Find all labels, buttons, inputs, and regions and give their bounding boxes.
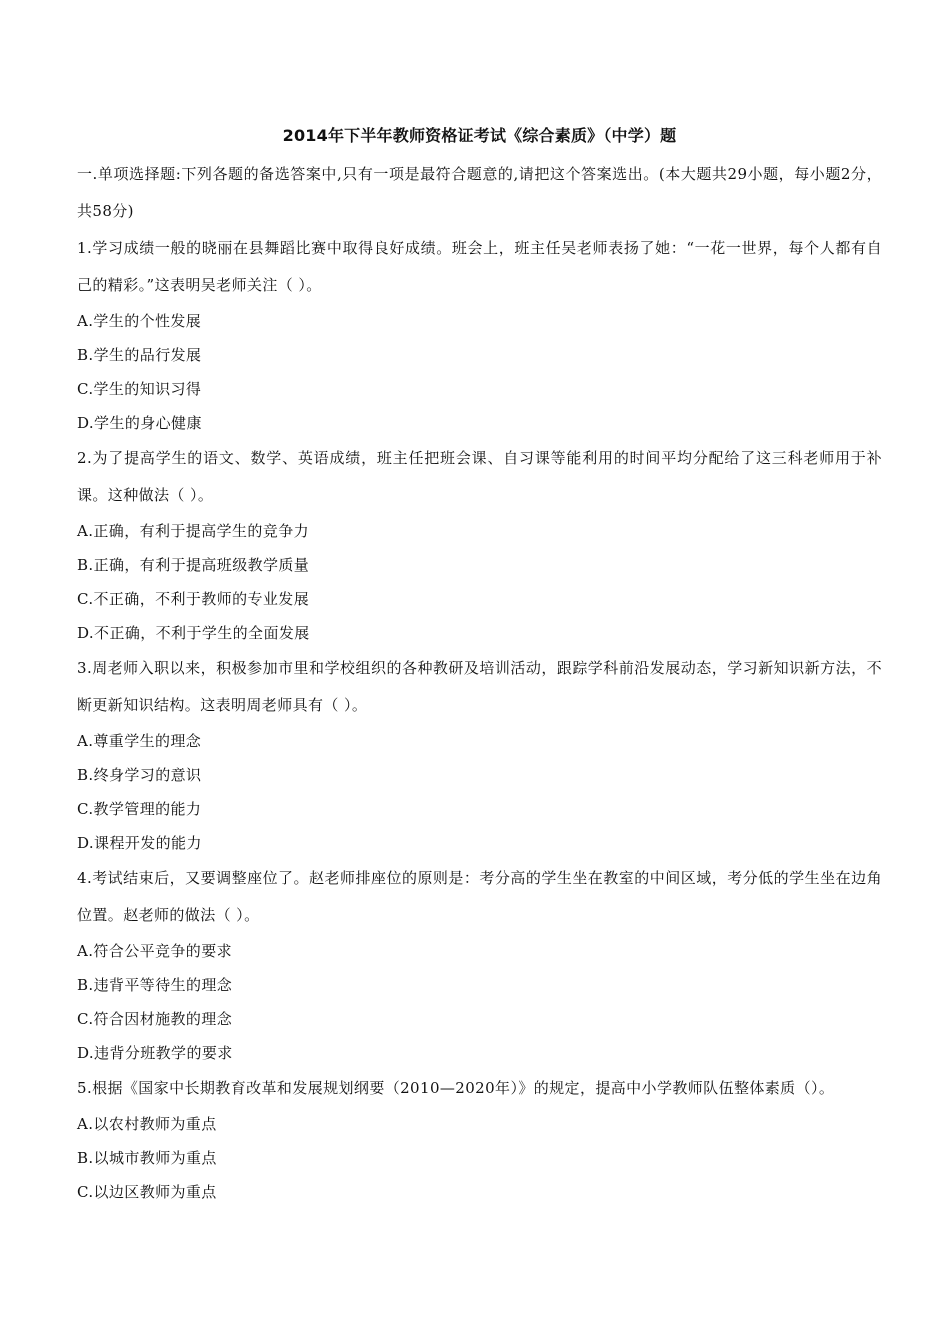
option-c: C.符合因材施教的理念 [77, 1010, 233, 1028]
option-a: A.正确，有利于提高学生的竞争力 [77, 522, 310, 540]
option-b: B.违背平等待生的理念 [77, 976, 233, 994]
option-a: A.以农村教师为重点 [77, 1115, 217, 1133]
option-a: A.学生的个性发展 [77, 312, 202, 330]
question-stem: 3.周老师入职以来，积极参加市里和学校组织的各种教研及培训活动，跟踪学科前沿发展动态，学习新知识新方法，不断更新知识结构。这表明周老师具有（ ）。 [77, 659, 882, 714]
option-c: C.教学管理的能力 [77, 800, 202, 818]
option-a: A.符合公平竞争的要求 [77, 942, 233, 960]
option-a: A.尊重学生的理念 [77, 732, 202, 750]
question-stem: 5.根据《国家中长期教育改革和发展规划纲要（2010—2020年）》的规定，提高中小学教师队伍整体素质（）。 [77, 1079, 835, 1097]
question-stem: 4.考试结束后，又要调整座位了。赵老师排座位的原则是：考分高的学生坐在教室的中间区域，考分低的学生坐在边角位置。赵老师的做法（ ）。 [77, 869, 882, 924]
option-c: C.以边区教师为重点 [77, 1183, 217, 1201]
option-d: D.不正确，不利于学生的全面发展 [77, 624, 310, 642]
option-c: C.不正确，不利于教师的专业发展 [77, 590, 310, 608]
question-stem: 2.为了提高学生的语文、数学、英语成绩，班主任把班会课、自习课等能利用的时间平均分配给了这三科老师用于补课。这种做法（ ）。 [77, 449, 882, 504]
option-c: C.学生的知识习得 [77, 380, 202, 398]
question-2 [77, 440, 882, 650]
option-b: B.正确，有利于提高班级教学质量 [77, 556, 310, 574]
option-b: B.终身学习的意识 [77, 766, 202, 784]
option-d: D.违背分班教学的要求 [77, 1044, 233, 1062]
question-4 [77, 860, 882, 1070]
question-5 [77, 1070, 882, 1209]
question-1 [77, 230, 882, 440]
document-title: 2014年下半年教师资格证考试《综合素质》（中学）题 [282, 126, 677, 145]
option-b: B.学生的品行发展 [77, 346, 202, 364]
option-b: B.以城市教师为重点 [77, 1149, 217, 1167]
question-3 [77, 650, 882, 860]
option-d: D.学生的身心健康 [77, 414, 202, 432]
section-intro: 一.单项选择题:下列各题的备选答案中,只有一项是最符合题意的,请把这个答案选出。(本大题共29小题，每小题2分，共58分) [77, 165, 882, 220]
question-stem: 1.学习成绩一般的晓丽在县舞蹈比赛中取得良好成绩。班会上，班主任吴老师表扬了她：“一花一世界，每个人都有自己的精彩。”这表明吴老师关注（ ）。 [77, 239, 882, 294]
option-d: D.课程开发的能力 [77, 834, 202, 852]
